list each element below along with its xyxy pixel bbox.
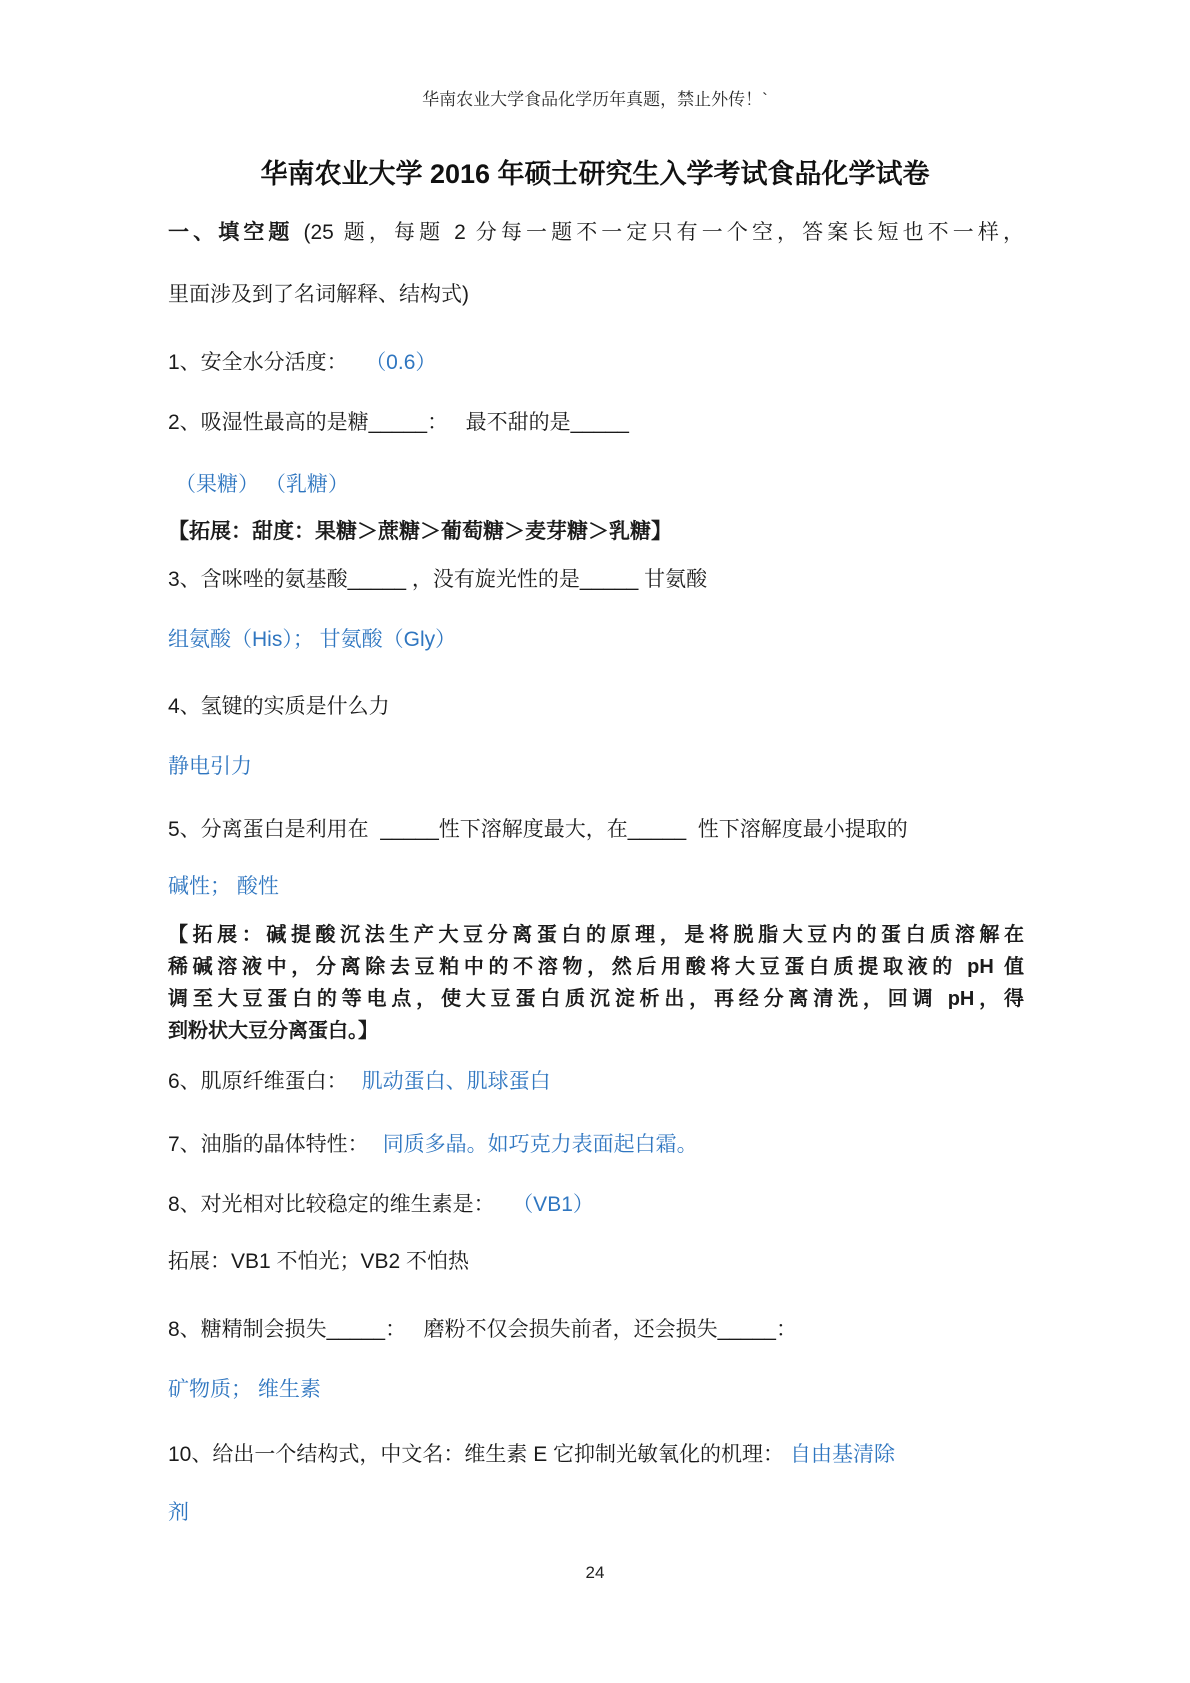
question-5: [168, 816, 1024, 844]
question-2-text: 2、吸湿性最高的是糖_____： 最不甜的是_____: [168, 411, 629, 434]
page-number: 24: [585, 1563, 605, 1582]
question-6: [168, 1068, 1024, 1096]
note-soy-line1: 【拓展：碱提酸沉法生产大豆分离蛋白的原理，是将脱脂大豆内的蛋白质溶解在: [168, 924, 1024, 946]
question-3: [168, 566, 1024, 594]
question-9-answer: 矿物质； 维生素: [168, 1378, 321, 1401]
question-1-text: 1、安全水分活度：: [168, 351, 348, 374]
question-10: [168, 1426, 1024, 1542]
section-heading: 一、填空题: [168, 221, 294, 244]
question-2-answer: （果糖） （乳糖）: [175, 473, 349, 496]
header-notice: 华南农业大学食品化学历年真题，禁止外传！`: [422, 90, 768, 109]
question-7: [168, 1131, 1024, 1159]
question-5-answer: 碱性； 酸性: [168, 875, 279, 898]
question-3-answer: 组氨酸（His）； 甘氨酸（Gly）: [168, 628, 457, 651]
note-soy-line2: 稀碱溶液中，分离除去豆粕中的不溶物，然后用酸将大豆蛋白质提取液的 pH 值: [168, 956, 1024, 978]
question-3-text: 3、含咪唑的氨基酸_____ ，没有旋光性的是_____ 甘氨酸: [168, 568, 708, 591]
question-7-answer: 同质多晶。如巧克力表面起白霜。: [382, 1133, 698, 1156]
question-4-text: 4、氢键的实质是什么力: [168, 695, 390, 718]
question-6-answer: 肌动蛋白、肌球蛋白: [361, 1070, 551, 1093]
note-vitamin: 拓展：VB1 不怕光；VB2 不怕热: [168, 1250, 470, 1273]
page-title: 华南农业大学 2016 年硕士研究生入学考试食品化学试卷: [260, 159, 930, 189]
question-8-answer: （VB1）: [522, 1193, 594, 1216]
question-8: [168, 1191, 1024, 1219]
question-9: [168, 1316, 1024, 1344]
note-sweetness: 【拓展：甜度：果糖＞蔗糖＞葡萄糖＞麦芽糖＞乳糖】: [168, 520, 672, 543]
question-4-answer: 静电引力: [168, 755, 252, 778]
question-1: [168, 349, 1024, 377]
section-description-line1: (25 题，每题 2 分每一题不一定只有一个空，答案长短也不一样，: [293, 221, 1025, 244]
question-2: [168, 409, 1024, 437]
question-7-text: 7、油脂的晶体特性：: [168, 1133, 369, 1156]
question-6-text: 6、肌原纤维蛋白：: [168, 1070, 348, 1093]
question-8-text: 8、对光相对比较稳定的维生素是：: [168, 1193, 495, 1216]
note-soy-paragraph: [168, 919, 1024, 1047]
section-heading-line: [168, 219, 1024, 247]
question-5-text: 5、分离蛋白是利用在 _____性下溶解度最大，在_____ 性下溶解度最小提取的: [168, 818, 908, 841]
question-4: [168, 693, 1024, 721]
question-9-text: 8、糖精制会损失_____： 磨粉不仅会损失前者，还会损失_____：: [168, 1318, 797, 1341]
section-description-line2: 里面涉及到了名词解释、结构式): [168, 283, 469, 306]
question-10-text: 10、给出一个结构式，中文名：维生素 E 它抑制光敏氧化的机理：: [168, 1443, 785, 1466]
question-10-answer-part2: 剂: [168, 1501, 189, 1524]
question-1-answer: （0.6）: [375, 351, 437, 374]
note-soy-line4: 到粉状大豆分离蛋白。】: [168, 1020, 378, 1042]
question-10-answer-part1: 自由基清除: [790, 1443, 896, 1466]
note-soy-line3: 调至大豆蛋白的等电点，使大豆蛋白质沉淀析出，再经分离清洗，回调 pH，得: [168, 988, 1024, 1010]
question-10-line1: [168, 1426, 1024, 1484]
